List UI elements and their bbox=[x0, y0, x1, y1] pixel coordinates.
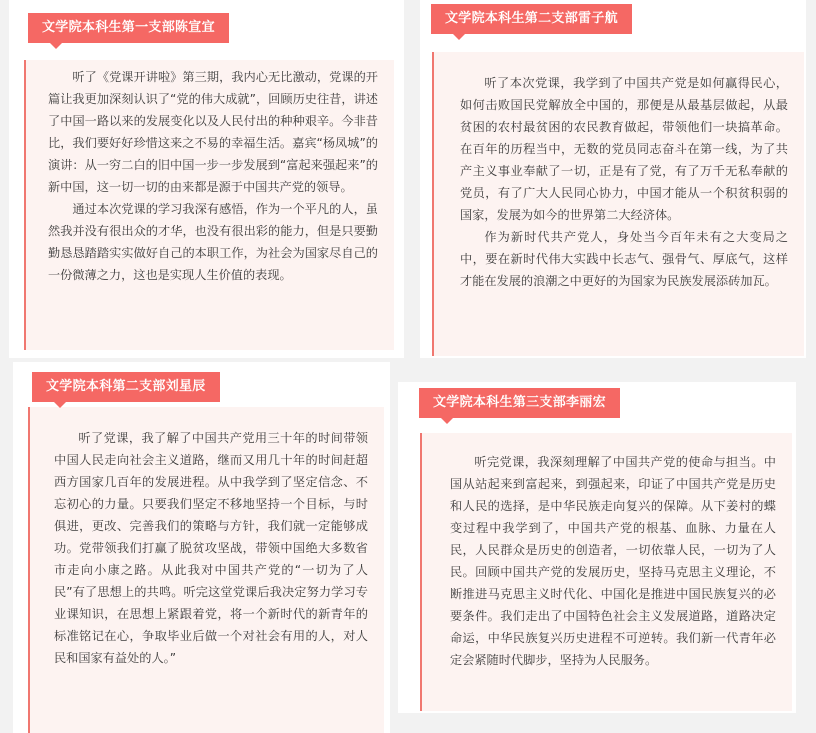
card-lei-zihang bbox=[432, 52, 804, 356]
panel-liu-xingchen bbox=[13, 362, 390, 733]
card-chen-xuanyi bbox=[24, 60, 394, 350]
card-paragraph: 通过本次党课的学习我深有感悟，作为一个平凡的人，虽然我并没有很出众的才华，也没有很出彩的能力，但是只要勤勤恳恳踏踏实实做好自己的本职工作，为社会为国家尽自己的一份微薄之力，这也是实现人生价值的表现。 bbox=[48, 202, 378, 282]
card-paragraph: 听了本次党课，我学到了中国共产党是如何赢得民心，如何击败国民党解放全中国的，那便是从最基层做起，从最贫困的农村最贫困的农民教育做起，带领他们一块搞革命。在百年的历程当中，无数的党员同志奋斗在第一线，为了共产主义事业奉献了一切，正是有了党，有了万千无私奉献的党员，有了广大人民同心协力，中国才能从一个积贫积弱的国家，发展为如今的世界第二大经济体。 bbox=[460, 76, 788, 222]
card-paragraph: 听了党课，我了解了中国共产党用三十年的时间带领中国人民走向社会主义道路，继而又用几十年的时间赶超西方国家几百年的发展进程。从中我学到了坚定信念、不忘初心的力量。只要我们坚定不移地坚持一个目标，与时俱进，更改、完善我们的策略与方针，我们就一定能够成功。党带领我们打赢了脱贫攻坚战，带领中国绝大多数省市走向小康之路。从此我对中国共产党的“一切为了人民”有了思想上的共鸣。听完这堂党课后我决定努力学习专业课知识，在思想上紧跟着党，将一个新时代的新青年的标准铭记在心，争取毕业后做一个对社会有用的人，对人民和国家有益处的人。” bbox=[54, 431, 368, 665]
card-paragraph: 作为新时代共产党人，身处当今百年未有之大变局之中，要在新时代伟大实践中长志气、强骨气、厚底气，这样才能在发展的浪潮之中更好的为国家为民族发展添砖加瓦。 bbox=[460, 230, 788, 288]
card-text bbox=[48, 66, 378, 286]
card-li-lihong bbox=[420, 433, 792, 711]
card-text bbox=[450, 451, 776, 671]
title-tag-li-lihong: 文学院本科生第三支部李丽宏 bbox=[419, 388, 620, 418]
panel-chen-xuanyi bbox=[9, 0, 404, 358]
card-text bbox=[460, 72, 788, 292]
card-text bbox=[54, 427, 368, 669]
card-paragraph: 听完党课，我深刻理解了中国共产党的使命与担当。中国从站起来到富起来，到强起来，印证了中国共产党是历史和人民的选择，是中华民族走向复兴的保障。从下姜村的蝶变过程中我学到了，中国共产党的根基、血脉、力量在人民，人民群众是历史的创造者，一切依靠人民，一切为了人民。回顾中国共产党的发展历史，坚持马克思主义理论，不断推进马克思主义时代化、中国化是推进中国民族复兴的必要条件。我们走出了中国特色社会主义发展道路，道路决定命运，中华民族复兴历史进程不可逆转。我们新一代青年必定会紧随时代脚步，坚持为人民服务。 bbox=[450, 455, 776, 667]
card-liu-xingchen bbox=[28, 407, 384, 733]
panel-li-lihong bbox=[398, 382, 796, 713]
title-tag-chen-xuanyi: 文学院本科生第一支部陈宣宜 bbox=[28, 13, 229, 43]
title-tag-liu-xingchen: 文学院本科第二支部刘星辰 bbox=[32, 372, 220, 402]
panel-lei-zihang bbox=[420, 0, 806, 358]
title-tag-lei-zihang: 文学院本科生第二支部雷子航 bbox=[431, 4, 632, 34]
card-paragraph: 听了《党课开讲啦》第三期，我内心无比激动，党课的开篇让我更加深刻认识了“党的伟大成就”，回顾历史往昔，讲述了中国一路以来的发展变化以及人民付出的种种艰辛。今非昔比，我们要好好珍惜这来之不易的幸福生活。嘉宾“杨凤城”的演讲：从一穷二白的旧中国一步一步发展到“富起来强起来”的新中国，这一切一切的由来都是源于中国共产党的领导。 bbox=[48, 70, 378, 194]
